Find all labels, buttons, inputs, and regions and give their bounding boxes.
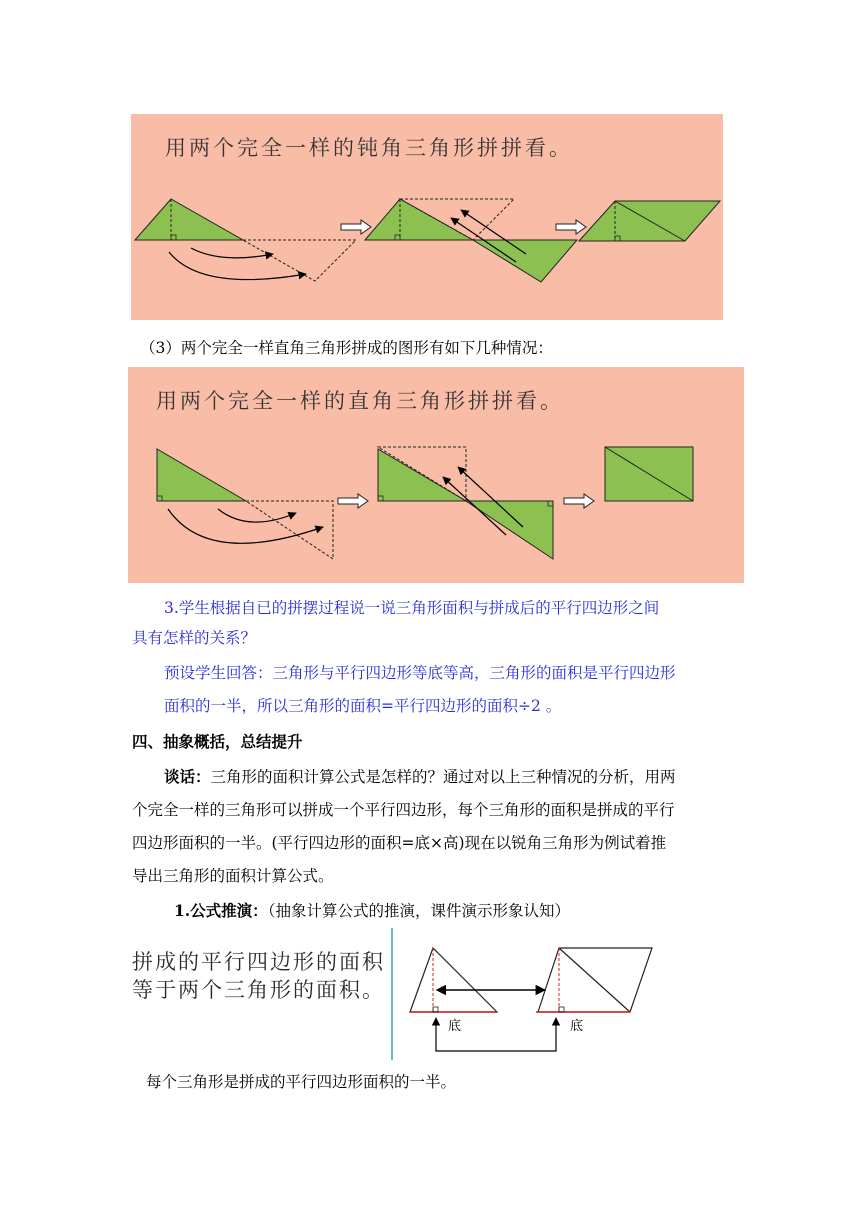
- rotate-arrow: [168, 509, 323, 543]
- acute-triangle: [410, 948, 497, 1012]
- figure3-note: [132, 948, 385, 1004]
- green-triangle: [135, 199, 243, 240]
- right-triangle-panel: [128, 367, 744, 583]
- note-line2: 等于两个三角形的面积。: [132, 978, 385, 1002]
- green-triangle: [365, 199, 473, 240]
- talk-line4: 导出三角形的面积计算公式。: [132, 867, 334, 885]
- formula-label: 1.公式推演：: [174, 901, 268, 920]
- obtuse-triangle-panel: [131, 114, 723, 320]
- talk-line2: 个完全一样的三角形可以拼成一个平行四边形，每个三角形的面积是拼成的平行: [132, 801, 675, 819]
- talk-label: 谈话：: [164, 767, 211, 786]
- talk-text: 三角形的面积计算公式是怎样的？通过对以上三种情况的分析，用两: [210, 768, 676, 786]
- base-label-right: 底: [570, 1019, 584, 1034]
- green-triangle: [157, 449, 246, 501]
- panel-title: 用两个完全一样的直角三角形拼拼看。: [156, 389, 564, 413]
- preset-answer-line1: 预设学生回答：三角形与平行四边形等底等高，三角形的面积是平行四边形: [164, 664, 676, 682]
- formula-diagram: [390, 926, 690, 1066]
- rotate-arrow: [218, 509, 296, 522]
- next-step-arrow: [564, 494, 594, 508]
- section-4-heading: 四、抽象概括，总结提升: [132, 732, 303, 751]
- caption-right-triangles: （3）两个完全一样直角三角形拼成的图形有如下几种情况：: [140, 339, 553, 357]
- conclusion: 每个三角形是拼成的平行四边形面积的一半。: [146, 1073, 457, 1091]
- dashed-triangle-outline: [246, 501, 333, 559]
- point-3-line1: 3.学生根据自已的拼摆过程说一说三角形面积与拼成后的平行四边形之间: [164, 599, 660, 617]
- preset-answer-line2: 面积的一半，所以三角形的面积=平行四边形的面积÷2 。: [164, 697, 562, 715]
- talk-line3: 四边形面积的一半。(平行四边形的面积=底×高)现在以锐角三角形为例试着推: [132, 834, 667, 852]
- next-step-arrow: [556, 220, 586, 234]
- obtuse-triangle-diagram: [131, 114, 723, 320]
- talk-line1: [164, 766, 676, 788]
- right-triangle-diagram: [128, 367, 744, 583]
- base-label-left: 底: [448, 1019, 462, 1034]
- rotate-arrow: [191, 248, 273, 258]
- note-line1: 拼成的平行四边形的面积: [132, 950, 385, 974]
- next-step-arrow: [341, 220, 371, 234]
- point-3-line2: 具有怎样的关系？: [132, 629, 257, 647]
- formula-desc: （抽象计算公式的推演，课件演示形象认知）: [267, 902, 570, 920]
- rotate-arrow: [169, 252, 306, 280]
- green-triangle: [473, 240, 577, 282]
- panel-title: 用两个完全一样的钝角三角形拼拼看。: [165, 136, 573, 160]
- next-step-arrow: [338, 494, 368, 508]
- formula-line: [174, 900, 570, 922]
